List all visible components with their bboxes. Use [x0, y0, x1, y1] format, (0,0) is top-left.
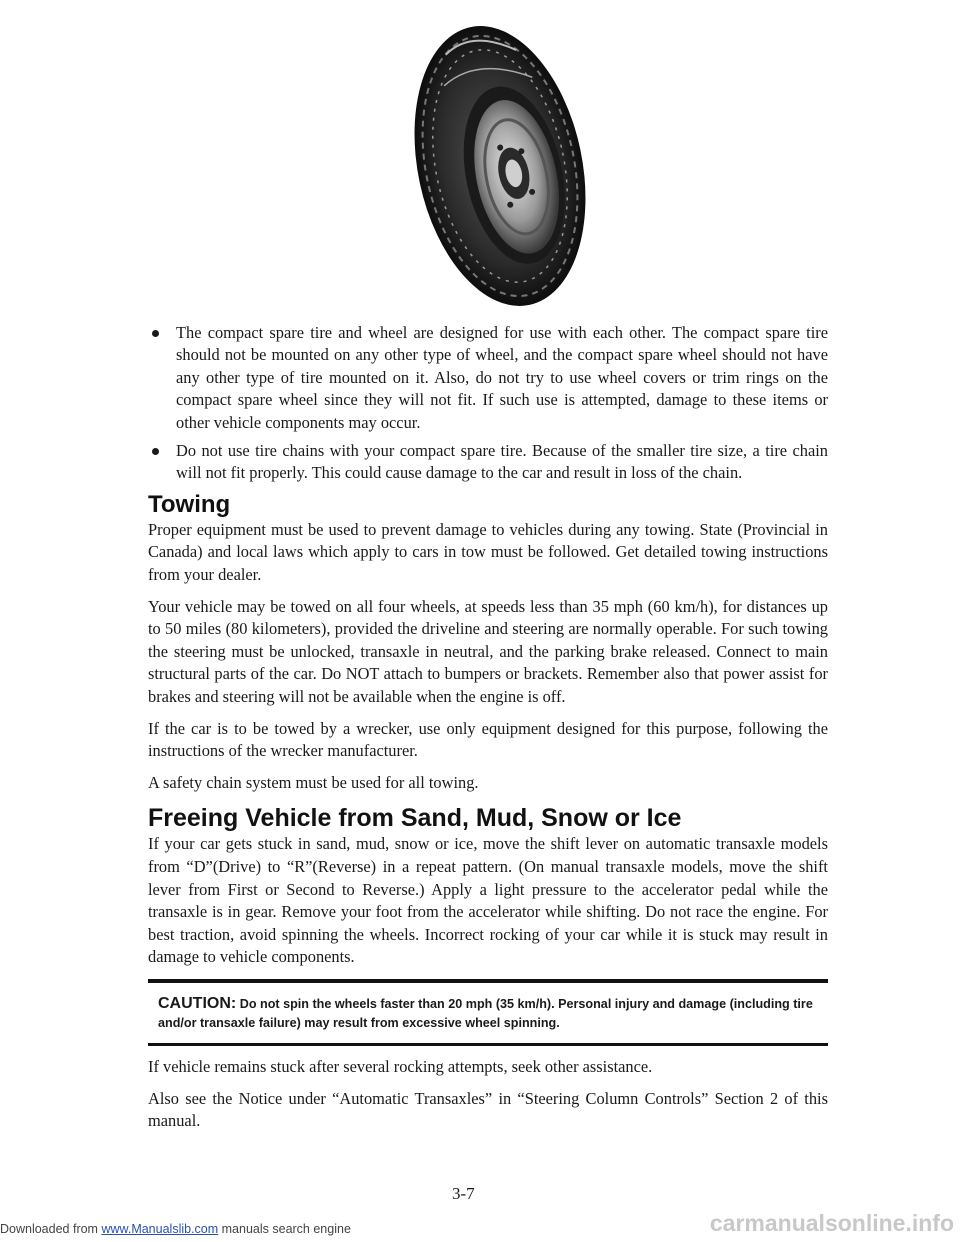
spare-tire-notes [148, 322, 828, 485]
towing-paragraph: Your vehicle may be towed on all four wheels, at speeds less than 35 mph (60 km/h), for distances up to 50 miles (80 kilometers), provided the driveline and steering are normally operable. For such towing the steering must be unlocked, transaxle in neutral, and the parking brake released. Connect to main structural parts of the car. Do NOT attach to bumpers or brackets. Remember also that power assist for brakes and steering will not be available when the engine is off. [148, 596, 828, 706]
assistance-paragraph: If vehicle remains stuck after several rocking attempts, seek other assistance. [148, 1056, 653, 1076]
page-number: 3-7 [452, 1184, 475, 1203]
towing-paragraph: Proper equipment must be used to prevent damage to vehicles during any towing. State (Provincial in Canada) and local laws which apply to cars in tow must be followed. Get detailed towing instructions from your dealer. [148, 519, 828, 585]
towing-paragraph: A safety chain system must be used for all towing. [148, 772, 479, 792]
bullet-icon [152, 448, 159, 455]
notice-reference-paragraph: Also see the Notice under “Automatic Transaxles” in “Steering Column Controls” Section 2 of this manual. [148, 1088, 828, 1131]
caution-label: CAUTION: [158, 994, 237, 1012]
footer-prefix: Downloaded from [0, 1222, 102, 1236]
footer-suffix: manuals search engine [218, 1222, 351, 1236]
freeing-paragraph: If your car gets stuck in sand, mud, snow or ice, move the shift lever on automatic transaxle models from “D”(Drive) to “R”(Reverse) in a repeat pattern. (On manual transaxle models, move the shift lever from First or Second to Reverse.) Apply a light pressure to the accelerator pedal while the transaxle is in gear. Remove your foot from the accelerator while shifting. Do not race the engine. For best traction, avoid spinning the wheels. Incorrect rocking of your car while it is stuck may result in damage to vehicle components. [148, 834, 828, 967]
page-content [148, 322, 828, 1142]
watermark: carmanualsonline.info [709, 1210, 954, 1236]
tire-illustration [400, 6, 600, 318]
compact-spare-tire-image [400, 6, 600, 318]
towing-heading: Towing [148, 490, 231, 518]
manualslib-link[interactable]: www.Manualslib.com [101, 1222, 219, 1236]
caution-text: Do not spin the wheels faster than 20 mph (35 km/h). Personal injury and damage (including tire and/or transaxle failure) may result from excessive wheel spinning. [158, 996, 813, 1030]
towing-paragraph: If the car is to be towed by a wrecker, use only equipment designed for this purpose, following the instructions of the wrecker manufacturer. [148, 718, 828, 761]
caution-box [148, 979, 828, 1046]
list-item [148, 322, 828, 434]
bullet-text: The compact spare tire and wheel are designed for use with each other. The compact spare tire should not be mounted on any other type of wheel, and the compact spare wheel should not have any other type of tire mounted on it. Also, do not try to use wheel covers or trim rings on the compact spare wheel since they will not fit. If such use is attempted, damage to these items or other vehicle components may occur. [176, 323, 828, 432]
bullet-text: Do not use tire chains with your compact spare tire. Because of the smaller tire size, a tire chain will not fit properly. This could cause damage to the car and result in loss of the chain. [176, 441, 828, 483]
bullet-icon [152, 330, 159, 337]
list-item [148, 440, 828, 485]
freeing-vehicle-heading: Freeing Vehicle from Sand, Mud, Snow or Ice [148, 804, 682, 833]
download-footer [0, 1222, 351, 1236]
